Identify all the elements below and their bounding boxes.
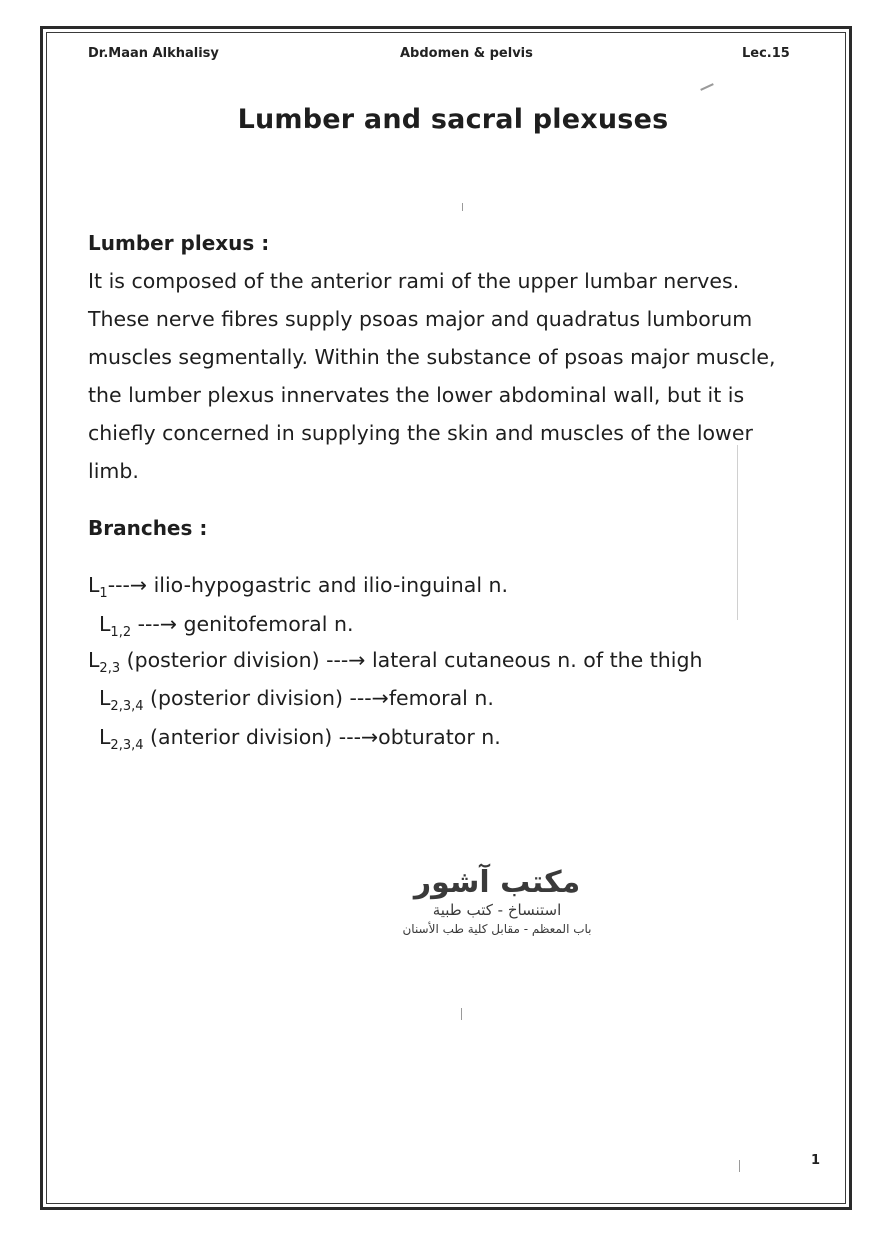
branch-item — [88, 573, 508, 601]
lumbar-plexus-paragraph — [88, 262, 838, 490]
header-subject: Abdomen & pelvis — [400, 46, 533, 61]
stamp-line-address: باب المعظم - مقابل كلية طب الأسنان — [402, 922, 592, 936]
branch-arrow: (posterior division) ---→ — [120, 648, 366, 672]
scan-speck — [739, 1160, 740, 1172]
stamp-line-name: مكتب آشور — [413, 865, 581, 900]
branch-arrow: (posterior division) ---→ — [143, 686, 389, 710]
branch-text: obturator n. — [378, 725, 501, 749]
branch-root: L — [99, 612, 111, 636]
branch-root-subscript: 2,3 — [99, 661, 121, 677]
branches-heading: Branches : — [88, 516, 208, 540]
branch-root-subscript: 1,2 — [110, 625, 132, 641]
branch-arrow: ---→ — [131, 612, 177, 636]
branch-root-subscript: 2,3,4 — [110, 699, 144, 715]
branch-root: L — [99, 725, 111, 749]
header-author: Dr.Maan Alkhalisy — [88, 46, 219, 61]
branch-text: ilio-hypogastric and ilio-inguinal n. — [147, 573, 509, 597]
scan-speck — [462, 203, 463, 211]
paragraph-line: It is composed of the anterior rami of the upper lumbar nerves. — [88, 269, 740, 293]
paragraph-line: the lumber plexus innervates the lower abdominal wall, but it is — [88, 383, 745, 407]
lumbar-plexus-heading: Lumber plexus : — [88, 231, 270, 255]
scan-speck — [461, 1008, 462, 1020]
branch-item — [99, 686, 494, 714]
branch-arrow: (anterior division) ---→ — [143, 725, 379, 749]
page-number: 1 — [811, 1153, 821, 1168]
branch-text: genitofemoral n. — [177, 612, 354, 636]
header-lecture: Lec.15 — [742, 46, 790, 61]
shop-stamp — [392, 866, 602, 948]
branch-item — [99, 612, 353, 640]
stamp-line-services: استنساخ - كتب طبية — [432, 901, 562, 919]
branch-arrow: ---→ — [107, 573, 148, 597]
branch-root: L — [88, 648, 100, 672]
paragraph-line: limb. — [88, 459, 139, 483]
scan-speck — [737, 445, 738, 620]
branch-text: lateral cutaneous n. of the thigh — [365, 648, 703, 672]
branch-root: L — [88, 573, 100, 597]
paragraph-line: muscles segmentally. Within the substance of psoas major muscle, — [88, 345, 776, 369]
branch-text: femoral n. — [388, 686, 494, 710]
branch-item — [99, 725, 501, 753]
branch-item — [88, 648, 702, 676]
branch-root-subscript: 2,3,4 — [110, 738, 144, 754]
paragraph-line: chiefly concerned in supplying the skin and muscles of the lower — [88, 421, 753, 445]
paragraph-line: These nerve fibres supply psoas major and quadratus lumborum — [88, 307, 753, 331]
branch-root: L — [99, 686, 111, 710]
page-title: Lumber and sacral plexuses — [237, 104, 669, 135]
branch-root-subscript: 1 — [99, 586, 108, 602]
